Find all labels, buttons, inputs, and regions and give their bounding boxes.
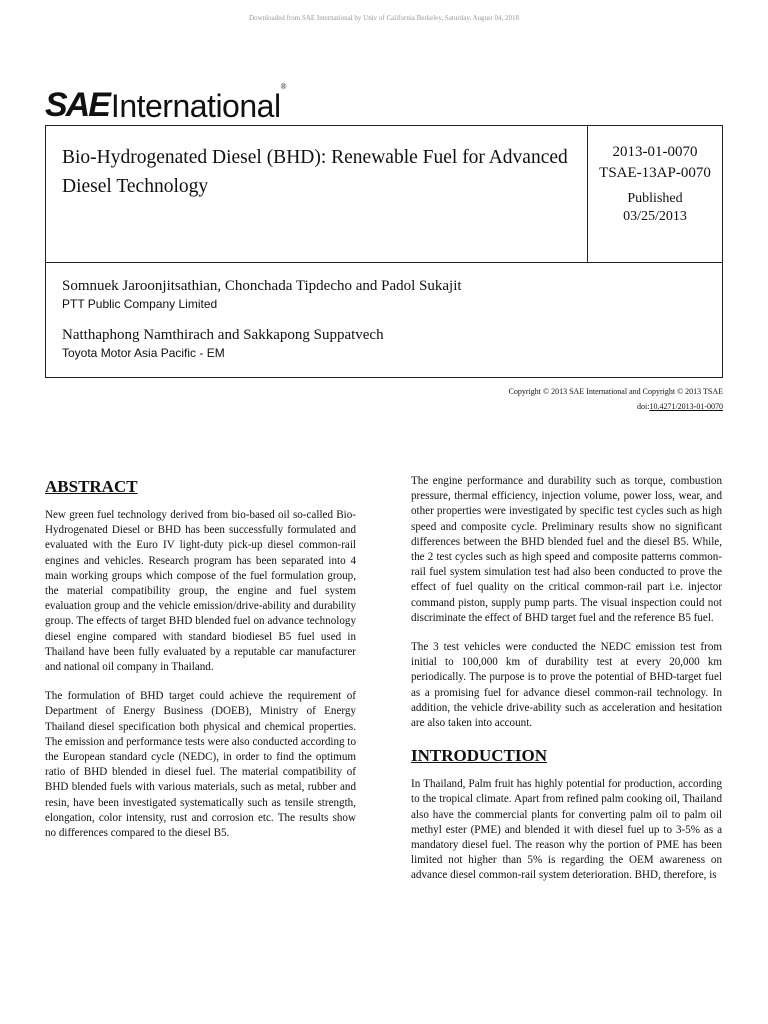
introduction-paragraph: In Thailand, Palm fruit has highly potential for production, according to the tropical climate. Apart from refined palm cooking oil, Thailand also have the commercial plants for converting palm oil to palm oil methyl ester (PME) and blended it with diesel fuel up to 3-5% as a mandatory diesel fuel. The reason why the portion of PME has been limited not higher than 5% is regarding the OEM awareness on advance diesel common-rail system deterioration. BHD, therefore, is [411, 778, 722, 882]
published-date: 03/25/2013 [623, 209, 687, 224]
published-label: Published [627, 191, 683, 206]
introduction-heading: INTRODUCTION [411, 746, 548, 766]
logo-sae-text: SAE [45, 86, 109, 124]
copyright-block [509, 384, 723, 414]
abstract-paragraph: New green fuel technology derived from bio-based oil so-called Bio-Hydrogenated Diesel or BHD has been successfully formulated and evaluated with the Euro IV light-duty pick-up diesel common-rail engines and vehicles. Research program has been separated into 4 main working groups which compose of the fuel formulation group, the material compatibility group, the engine and fuel system evaluation group and the vehicle emission/drive-ability and durability group. The effects of target BHD blended fuel on advance technology diesel engine compared with standard biodiesel B5 fuel used in Thailand have been fully evaluated by a reputable car manufacturer and national oil company in Thailand. [45, 509, 356, 674]
left-column [45, 476, 356, 855]
right-column [411, 474, 722, 898]
author-group [62, 326, 706, 362]
author-group [62, 277, 706, 313]
title-cell [46, 126, 588, 263]
abstract-paragraph: The formulation of BHD target could achieve the requirement of Department of Energy Business (DOEB), Ministry of Energy Thailand diesel specification both physical and chemical properties. The emission and performance tests were also conducted according to the European standard cycle (NEDC), in order to find the optimum ratio of BHD blended in diesel fuel. The material compatibility of BHD blended fuels with various materials, such as metal, rubber and resin, have been investigated systematically such as tensile strength, elongation, color intensity, rust and corrosion etc. The results show no differences compared to the diesel B5. [45, 690, 356, 840]
abstract-paragraph: The 3 test vehicles were conducted the NEDC emission test from initial to 100,000 km of durability test at every 20,000 km periodically. The purpose is to prove the potential of BHD-target fuel as a promising fuel for advance diesel common-rail technology. In addition, the vehicle drive-ability such as acceleration and hesitation are also taken into account. [411, 641, 722, 730]
abstract-heading: ABSTRACT [45, 477, 138, 496]
author-affiliation: PTT Public Company Limited [62, 297, 218, 311]
tsae-number: TSAE-13AP-0070 [599, 165, 711, 181]
author-names: Natthaphong Namthirach and Sakkapong Suppatvech [62, 327, 384, 343]
logo-registered-mark: ® [280, 82, 287, 91]
paper-title: Bio-Hydrogenated Diesel (BHD): Renewable Fuel for Advanced Diesel Technology [62, 147, 568, 197]
author-affiliation: Toyota Motor Asia Pacific - EM [62, 346, 225, 360]
authors-cell [46, 263, 722, 389]
download-note: Downloaded from SAE International by Univ of California Berkeley, Saturday, August 04, 2018 [249, 14, 519, 22]
author-names: Somnuek Jaroonjitsathian, Chonchada Tipdecho and Padol Sukajit [62, 278, 462, 294]
abstract-paragraph: The engine performance and durability such as torque, combustion pressure, thermal efficiency, injection volume, power loss, wear, and other properties were investigated by specific test cycles such as high speed and composite cycle. Preliminary results show no significant differences between the BHD blended fuel and the diesel B5. While, the 2 test cycles such as high speed and composite patterns common-rail fuel system simulation test had also been conducted to prove the effect of fuel quality on the critical common-rail part i.e. injector command piston, supply pump parts. The visual inspection could not discriminate the effect of BHD target fuel and the reference B5 fuel. [411, 475, 722, 624]
paper-number: 2013-01-0070 [612, 144, 698, 160]
doi-line [509, 399, 723, 414]
copyright-line: Copyright © 2013 SAE International and Copyright © 2013 TSAE [508, 387, 723, 396]
logo-international-text: International [110, 88, 281, 124]
doi-prefix: doi: [636, 402, 650, 411]
sae-international-logo [45, 80, 287, 122]
doi-link[interactable]: 10.4271/2013-01-0070 [649, 402, 723, 411]
paper-header-box [45, 125, 723, 378]
paper-meta-cell [588, 126, 722, 263]
